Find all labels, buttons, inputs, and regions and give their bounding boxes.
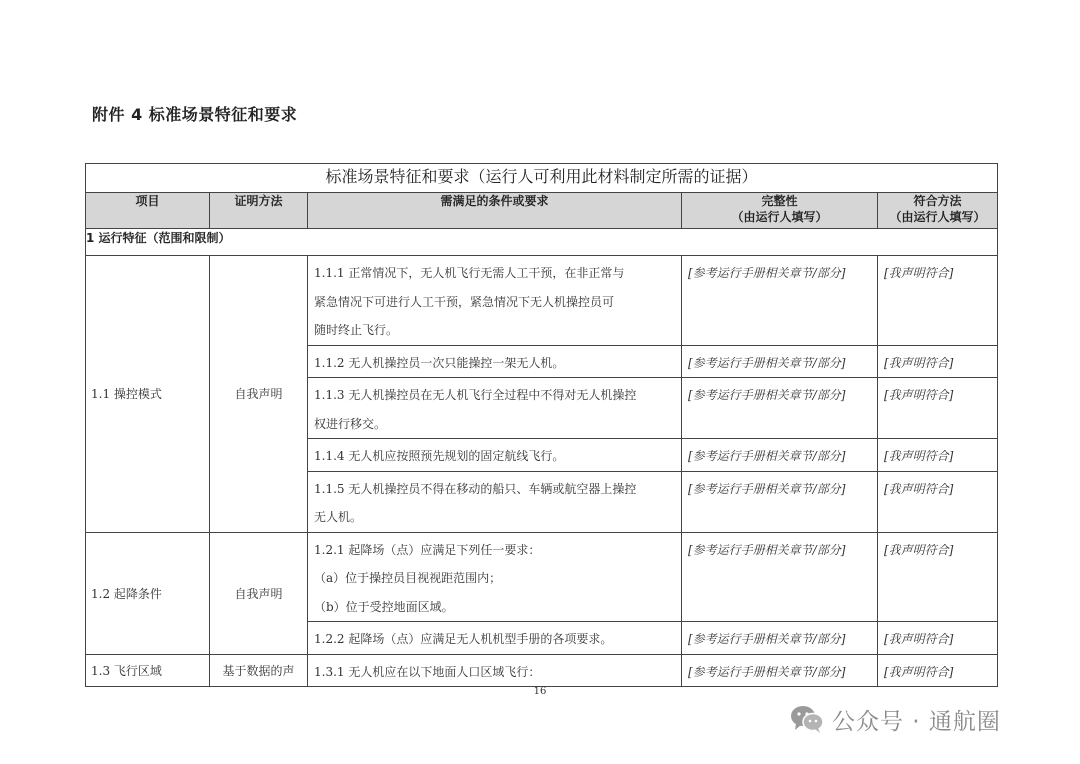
compliance-cell: [我声明符合] <box>878 439 998 472</box>
item-cell: 1.1 操控模式 <box>86 256 210 533</box>
compliance-cell: [我声明符合] <box>878 378 998 439</box>
completeness-cell: [参考运行手册相关章节/部分] <box>682 622 878 655</box>
condition-line: 1.1.4 无人机应按照预先规划的固定航线飞行。 <box>314 449 565 463</box>
condition-line: 1.1.5 无人机操控员不得在移动的船只、车辆或航空器上操控 <box>314 481 637 496</box>
condition-cell <box>308 622 682 655</box>
requirements-table <box>85 163 998 687</box>
completeness-cell: [参考运行手册相关章节/部分] <box>682 378 878 439</box>
condition-line: 随时终止飞行。 <box>314 323 399 337</box>
header-completeness-label: 完整性 <box>761 194 798 208</box>
condition-cell <box>308 654 682 687</box>
condition-line: 1.3.1 无人机应在以下地面人口区域飞行： <box>314 664 541 679</box>
page-number: 16 <box>533 686 547 697</box>
condition-line: 1.1.2 无人机操控员一次只能操控一架无人机。 <box>314 355 565 370</box>
compliance-cell: [我声明符合] <box>878 345 998 378</box>
item-cell: 1.3 飞行区域 <box>86 654 210 687</box>
condition-cell <box>308 256 682 346</box>
completeness-cell: [参考运行手册相关章节/部分] <box>682 439 878 472</box>
condition-cell <box>308 471 682 532</box>
page-heading: 附件 4 标准场景特征和要求 <box>92 105 298 124</box>
proof-cell: 自我声明 <box>210 532 308 654</box>
condition-line: 1.2.1 起降场（点）应满足下列任一要求： <box>314 542 541 557</box>
watermark-text: 公众号 · 通航圈 <box>832 708 1001 735</box>
completeness-cell: [参考运行手册相关章节/部分] <box>682 345 878 378</box>
condition-cell <box>308 532 682 622</box>
condition-line: 无人机。 <box>314 510 363 524</box>
header-completeness-note: （由运行人填写） <box>731 210 828 224</box>
item-cell: 1.2 起降条件 <box>86 532 210 654</box>
header-proof: 证明方法 <box>210 193 308 229</box>
condition-line: （a）位于操控员目视视距范围内； <box>314 571 502 585</box>
condition-line: （b）位于受控地面区域。 <box>314 599 454 614</box>
condition-cell <box>308 439 682 472</box>
completeness-cell: [参考运行手册相关章节/部分] <box>682 256 878 346</box>
header-compliance-note: （由运行人填写） <box>889 210 986 224</box>
table-title: 标准场景特征和要求（运行人可利用此材料制定所需的证据） <box>86 164 998 193</box>
header-compliance <box>878 193 998 229</box>
completeness-cell: [参考运行手册相关章节/部分] <box>682 532 878 622</box>
table-row <box>86 256 998 346</box>
proof-cell: 自我声明 <box>210 256 308 533</box>
completeness-cell: [参考运行手册相关章节/部分] <box>682 471 878 532</box>
compliance-cell: [我声明符合] <box>878 654 998 687</box>
condition-line: 1.2.2 起降场（点）应满足无人机机型手册的各项要求。 <box>314 632 613 646</box>
condition-cell <box>308 378 682 439</box>
compliance-cell: [我声明符合] <box>878 471 998 532</box>
table-row <box>86 654 998 687</box>
header-compliance-label: 符合方法 <box>913 194 962 208</box>
table-row <box>86 532 998 622</box>
compliance-cell: [我声明符合] <box>878 256 998 346</box>
watermark <box>790 702 1001 736</box>
proof-cell: 基于数据的声 <box>210 654 308 687</box>
condition-line: 1.1.3 无人机操控员在无人机飞行全过程中不得对无人机操控 <box>314 388 637 402</box>
section-heading: 1 运行特征（范围和限制） <box>86 229 998 256</box>
header-item: 项目 <box>86 193 210 229</box>
condition-line: 权进行移交。 <box>314 416 387 431</box>
completeness-cell: [参考运行手册相关章节/部分] <box>682 654 878 687</box>
compliance-cell: [我声明符合] <box>878 532 998 622</box>
compliance-cell: [我声明符合] <box>878 622 998 655</box>
condition-cell <box>308 345 682 378</box>
wechat-icon <box>790 704 824 734</box>
condition-line: 1.1.1 正常情况下，无人机飞行无需人工干预，在非正常与 <box>314 266 625 280</box>
header-completeness <box>682 193 878 229</box>
condition-line: 紧急情况下可进行人工干预，紧急情况下无人机操控员可 <box>314 294 615 309</box>
header-condition: 需满足的条件或要求 <box>308 193 682 229</box>
